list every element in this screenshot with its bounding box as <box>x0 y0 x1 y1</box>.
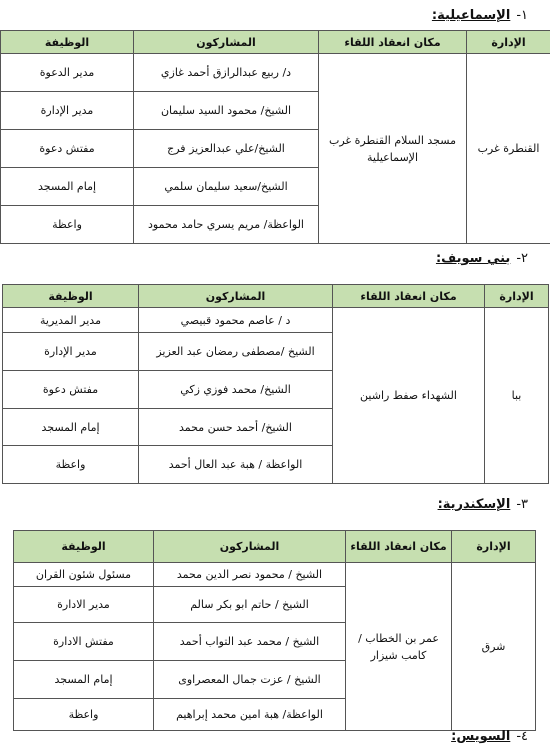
participant-cell: الشيخ/ أحمد حسن محمد <box>139 409 333 446</box>
participant-cell: الشيخ / حاتم ابو بكر سالم <box>154 587 346 623</box>
table-row <box>14 563 536 587</box>
role-cell: مفتش دعوة <box>3 371 139 409</box>
section-number: ٤- <box>516 729 528 744</box>
section-title: الإسكندرية: <box>437 497 511 512</box>
header-venue: مكان انعقاد اللقاء <box>346 531 452 563</box>
section-heading-suez <box>451 729 528 744</box>
section-title: الإسماعيلية: <box>431 8 511 23</box>
header-participants: المشاركون <box>154 531 346 563</box>
role-cell: واعظة <box>14 699 154 731</box>
role-cell: مدير المديرية <box>3 308 139 333</box>
role-cell: مدير الادارة <box>14 587 154 623</box>
section-number: ١- <box>516 8 528 23</box>
admin-cell: القنطرة غرب <box>467 54 550 244</box>
participant-cell: الشيخ /مصطفى رمضان عبد العزيز <box>139 333 333 371</box>
participant-cell: الواعظة/ هبة امين محمد إبراهيم <box>154 699 346 731</box>
section-title: بني سويف: <box>435 251 511 266</box>
header-participants: المشاركون <box>139 285 333 308</box>
header-admin: الإدارة <box>485 285 549 308</box>
role-cell: إمام المسجد <box>3 409 139 446</box>
admin-cell: شرق <box>452 563 536 731</box>
admin-cell: ببا <box>485 308 549 484</box>
participant-cell: الشيخ / محمد عبد التواب أحمد <box>154 623 346 661</box>
header-participants: المشاركون <box>134 31 319 54</box>
header-venue: مكان انعقاد اللقاء <box>333 285 485 308</box>
participant-cell: الشيخ/علي عبدالعزيز فرج <box>134 130 319 168</box>
header-role: الوظيفة <box>1 31 134 54</box>
participant-cell: د / عاصم محمود قبيصي <box>139 308 333 333</box>
venue-cell: الشهداء صفط راشين <box>333 308 485 484</box>
participant-cell: الشيخ / عزت جمال المعصراوى <box>154 661 346 699</box>
section-heading-beni-suef <box>436 251 528 266</box>
header-admin: الإدارة <box>467 31 550 54</box>
section-heading-ismailia <box>432 8 528 23</box>
role-cell: مدير الإدارة <box>3 333 139 371</box>
header-venue: مكان انعقاد اللقاء <box>319 31 467 54</box>
role-cell: مدير الدعوة <box>1 54 134 92</box>
participant-cell: الشيخ/سعيد سليمان سلمي <box>134 168 319 206</box>
role-cell: إمام المسجد <box>1 168 134 206</box>
participant-cell: الواعظة / هبة عبد العال أحمد <box>139 446 333 484</box>
header-role: الوظيفة <box>14 531 154 563</box>
role-cell: واعظة <box>3 446 139 484</box>
section-title: السويس: <box>451 729 511 744</box>
venue-cell: عمر بن الخطاب / كامب شيزار <box>346 563 452 731</box>
participant-cell: الواعظة/ مريم يسري حامد محمود <box>134 206 319 244</box>
table-beni-suef <box>2 284 549 484</box>
role-cell: مفتش الادارة <box>14 623 154 661</box>
table-ismailia <box>0 30 550 244</box>
section-number: ٣- <box>516 497 528 512</box>
participant-cell: الشيخ / محمود نصر الدين محمد <box>154 563 346 587</box>
participant-cell: د/ ربيع عبدالرازق أحمد غازي <box>134 54 319 92</box>
participant-cell: الشيخ/ محمود السيد سليمان <box>134 92 319 130</box>
table-alexandria <box>13 530 536 731</box>
header-admin: الإدارة <box>452 531 536 563</box>
table-row <box>1 54 550 92</box>
role-cell: إمام المسجد <box>14 661 154 699</box>
participant-cell: الشيخ/ محمد فوزي زكي <box>139 371 333 409</box>
role-cell: مسئول شئون القران <box>14 563 154 587</box>
section-number: ٢- <box>516 251 528 266</box>
table-row <box>3 308 549 333</box>
section-heading-alexandria <box>438 497 528 512</box>
role-cell: مفتش دعوة <box>1 130 134 168</box>
role-cell: واعظة <box>1 206 134 244</box>
venue-cell: مسجد السلام القنطرة غرب الإسماعيلية <box>319 54 467 244</box>
role-cell: مدير الإدارة <box>1 92 134 130</box>
header-role: الوظيفة <box>3 285 139 308</box>
